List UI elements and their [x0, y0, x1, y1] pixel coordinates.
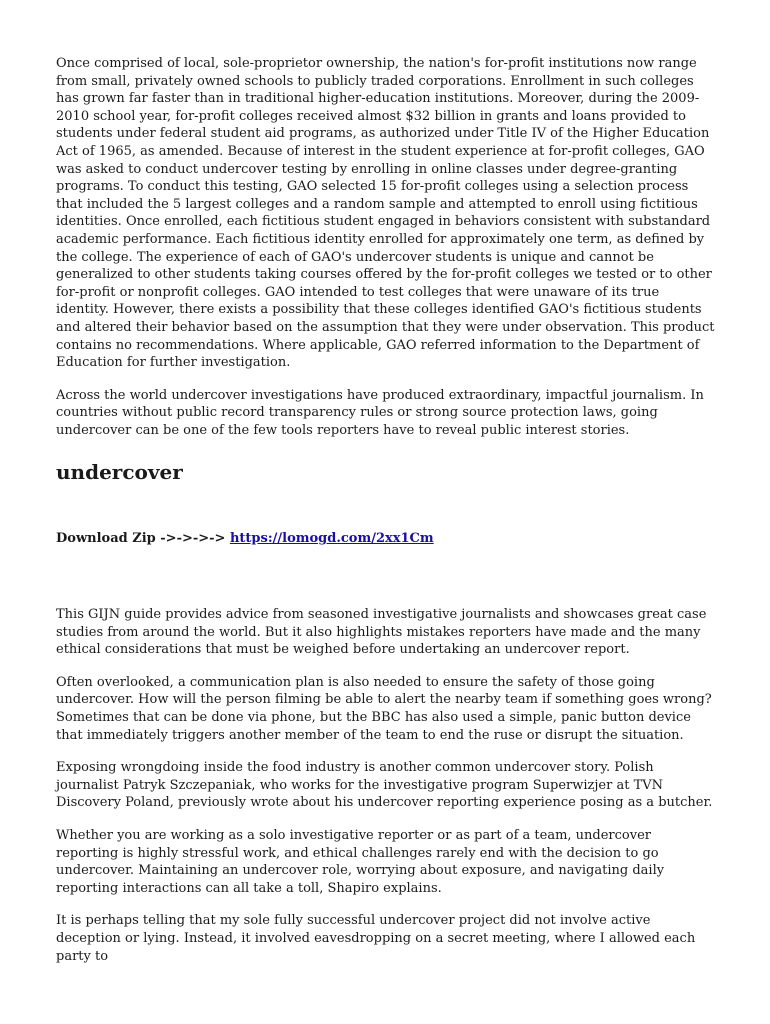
- document-page: [56, 55, 716, 980]
- body-paragraph-1: This GIJN guide provides advice from seasoned investigative journalists and showcases great case studies from around the world. But it also highlights mistakes reporters have made and the many ethical considerations that must be weighed before undertaking an undercover report.: [56, 607, 707, 658]
- article-body: [56, 606, 716, 965]
- download-label: Download Zip ->->->->: [56, 531, 230, 547]
- body-paragraph-2: Often overlooked, a communication plan is also needed to ensure the safety of those going undercover. How will the person filming be able to alert the nearby team if something goes wrong? Sometimes that can be done via phone, but the BBC has also used a simple, panic button device that immediately triggers another member of the team to end the ruse or disrupt the situation.: [56, 674, 712, 743]
- intro-paragraph-2: Across the world undercover investigations have produced extraordinary, impactful journalism. In countries without public record transparency rules or strong source protection laws, going undercover can be one of the few tools reporters have to reveal public interest stories.: [56, 387, 704, 438]
- download-link[interactable]: https://lomogd.com/2xx1Cm: [229, 531, 434, 547]
- body-paragraph-3: Exposing wrongdoing inside the food industry is another common undercover story. Polish journalist Patryk Szczepaniak, who works for the investigative program Superwizjer at TVN Discovery Poland, previously wrote about his undercover reporting experience posing as a butcher.: [56, 760, 713, 811]
- download-line: [56, 530, 716, 548]
- intro-paragraph-1: Once comprised of local, sole-proprietor ownership, the nation's for-profit institutions now range from small, privately owned schools to publicly traded corporations. Enrollment in such colleges has grown far faster than in traditional higher-education institutions. Moreover, during the 2009-2010 school year, for-profit colleges received almost $32 billion in grants and loans provided to students under federal student aid programs, as authorized under Title IV of the Higher Education Act of 1965, as amended. Because of interest in the student experience at for-profit colleges, GAO was asked to conduct undercover testing by enrolling in online classes under degree-granting programs. To conduct this testing, GAO selected 15 for-profit colleges using a selection process that included the 5 largest colleges and a random sample and attempted to enroll using fictitious identities. Once enrolled, each fictitious student engaged in behaviors consistent with substandard academic performance. Each fictitious identity enrolled for approximately one term, as defined by the college. The experience of each of GAO's undercover students is unique and cannot be generalized to other students taking courses offered by the for-profit colleges we tested or to other for-profit or nonprofit colleges. GAO intended to test colleges that were unaware of its true identity. However, there exists a possibility that these colleges identified GAO's fictitious students and altered their behavior based on the assumption that they were under observation. This product contains no recommendations. Where applicable, GAO referred information to the Department of Education for further investigation.: [56, 56, 715, 371]
- body-paragraph-4: Whether you are working as a solo investigative reporter or as part of a team, undercover reporting is highly stressful work, and ethical challenges rarely end with the decision to go undercover. Maintaining an undercover role, worrying about exposure, and navigating daily reporting interactions can all take a toll, Shapiro explains.: [56, 828, 665, 896]
- body-paragraph-5: It is perhaps telling that my sole fully successful undercover project did not involve active deception or lying. Instead, it involved eavesdropping on a secret meeting, where I allowed each party to: [56, 913, 696, 964]
- section-heading: undercover: [56, 460, 183, 485]
